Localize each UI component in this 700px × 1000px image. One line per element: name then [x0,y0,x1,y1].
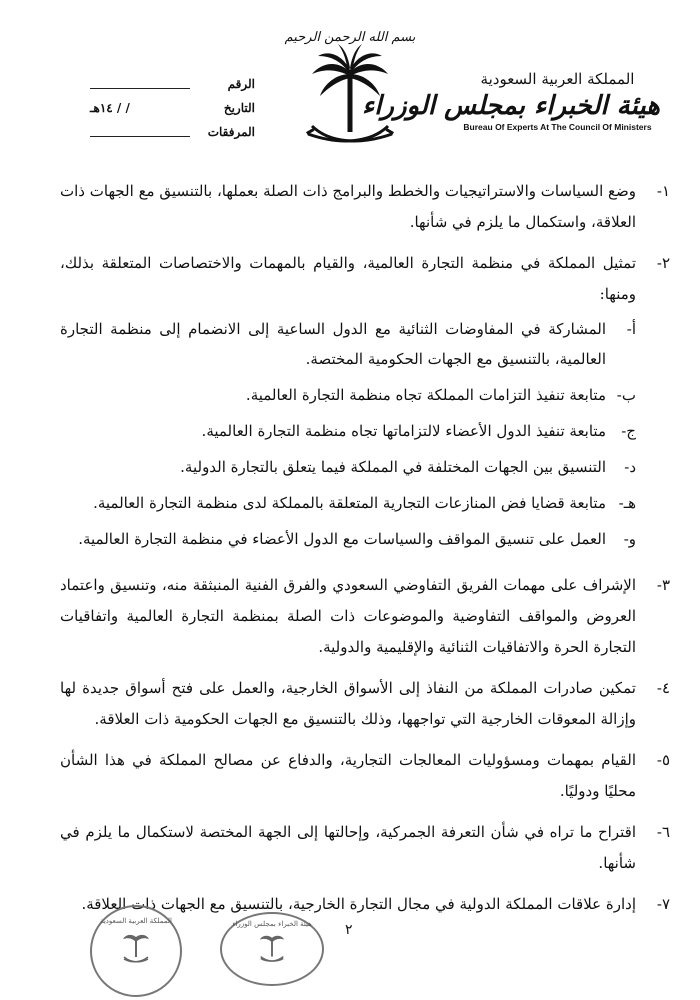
letterhead [0,0,700,165]
item-number: ٣- [656,576,670,594]
item-number: ٢- [656,254,670,272]
sub-item-letter: د- [624,458,636,476]
item-number: ٥- [656,751,670,769]
attachments-line [90,136,190,137]
item-number: ٦- [656,823,670,841]
sub-item [60,416,636,446]
page-number: ٢ [345,922,353,938]
item-text: القيام بمهمات ومسؤوليات المعالجات التجارية، والدفاع عن مصالح المملكة في هذا الشأن محليًا ودوليًا. [60,751,636,800]
sub-item-letter: ج- [621,422,636,440]
item-text: إدارة علاقات المملكة الدولية في مجال التجارة الخارجية، بالتنسيق مع الجهات ذات العلاقة. [81,895,636,913]
official-seal-stamp [220,912,324,986]
sub-item-letter: ب- [616,386,636,404]
reference-fields [90,72,255,144]
official-seal-stamp [90,905,182,997]
organization-name-en: Bureau Of Experts At The Council Of Ministers [463,122,652,132]
list-item [60,817,670,879]
sub-item-letter: أ- [626,320,636,338]
date-value: / / ١٤هـ [90,101,130,115]
stamp-emblem-icon [257,934,287,966]
item-number: ١- [656,182,670,200]
list-item [60,176,670,238]
country-name: المملكة العربية السعودية [480,70,635,88]
date-row [90,96,255,120]
list-item [60,570,670,663]
sub-item [60,488,636,518]
item-text: تمثيل المملكة في منظمة التجارة العالمية، والقيام بالمهمات والاختصاصات المتعلقة بذلك، ومنها: [60,254,636,303]
sub-item-letter: و- [623,530,636,548]
ref-number-row [90,72,255,96]
item-text: الإشراف على مهمات الفريق التفاوضي السعودي والفرق الفنية المنبثقة منه، وتنسيق واعتماد العروض والمواقف التفاوضية والموضوعات ذات الصلة بمنظمة التجارة العالمية واتفاقيات التجارة الحرة والاتفاقيات الثنائية والإقليمية والدولية. [60,576,636,656]
list-item [60,248,670,560]
document-body [60,176,670,930]
item-number: ٤- [656,679,670,697]
item-number: ٧- [656,895,670,913]
attachments-label: المرفقات [207,125,255,139]
sub-item [60,380,636,410]
sub-item-text: متابعة قضايا فض المنازعات التجارية المتعلقة بالمملكة لدى منظمة التجارة العالمية. [93,494,606,512]
sub-list [60,314,636,554]
organization-name: هيئة الخبراء بمجلس الوزراء [361,91,660,121]
stamp-emblem-icon [121,933,151,967]
item-text: تمكين صادرات المملكة من النفاذ إلى الأسواق الخارجية، والعمل على فتح أسواق جديدة لها وإزالة المعوقات الخارجية التي تواجهها، وذلك بالتنسيق مع الجهات الحكومية ذات العلاقة. [60,679,636,728]
item-text: وضع السياسات والاستراتيجيات والخطط والبرامج ذات الصلة بعملها، بالتنسيق مع الجهات ذات العلاقة، واستكمال ما يلزم في شأنها. [60,182,636,231]
organization-header [361,70,660,132]
attachments-row [90,120,255,144]
stamp-text: المملكة العربية السعودية [100,917,172,925]
list-item [60,745,670,807]
sub-item-text: العمل على تنسيق المواقف والسياسات مع الدول الأعضاء في منظمة التجارة العالمية. [78,530,606,548]
stamp-text: هيئة الخبراء بمجلس الوزراء [232,920,312,928]
item-text: اقتراح ما تراه في شأن التعرفة الجمركية، وإحالتها إلى الجهة المختصة لاستكمال ما يلزم في شأنها. [60,823,636,872]
sub-item [60,314,636,374]
ref-number-line [90,88,190,89]
ref-number-label: الرقم [227,77,255,91]
basmala: بسم الله الرحمن الرحيم [284,30,416,45]
sub-item-text: التنسيق بين الجهات المختلفة في المملكة فيما يتعلق بالتجارة الدولية. [180,458,606,476]
sub-item-text: متابعة تنفيذ التزامات المملكة تجاه منظمة التجارة العالمية. [245,386,606,404]
sub-item [60,524,636,554]
sub-item [60,452,636,482]
sub-item-letter: هـ- [618,494,636,512]
date-label: التاريخ [223,101,255,115]
sub-item-text: المشاركة في المفاوضات الثنائية مع الدول الساعية إلى الانضمام إلى منظمة التجارة العالمية، بالتنسيق مع الجهات الحكومية المختصة. [60,320,606,368]
list-item [60,673,670,735]
sub-item-text: متابعة تنفيذ الدول الأعضاء لالتزاماتها تجاه منظمة التجارة العالمية. [201,422,606,440]
